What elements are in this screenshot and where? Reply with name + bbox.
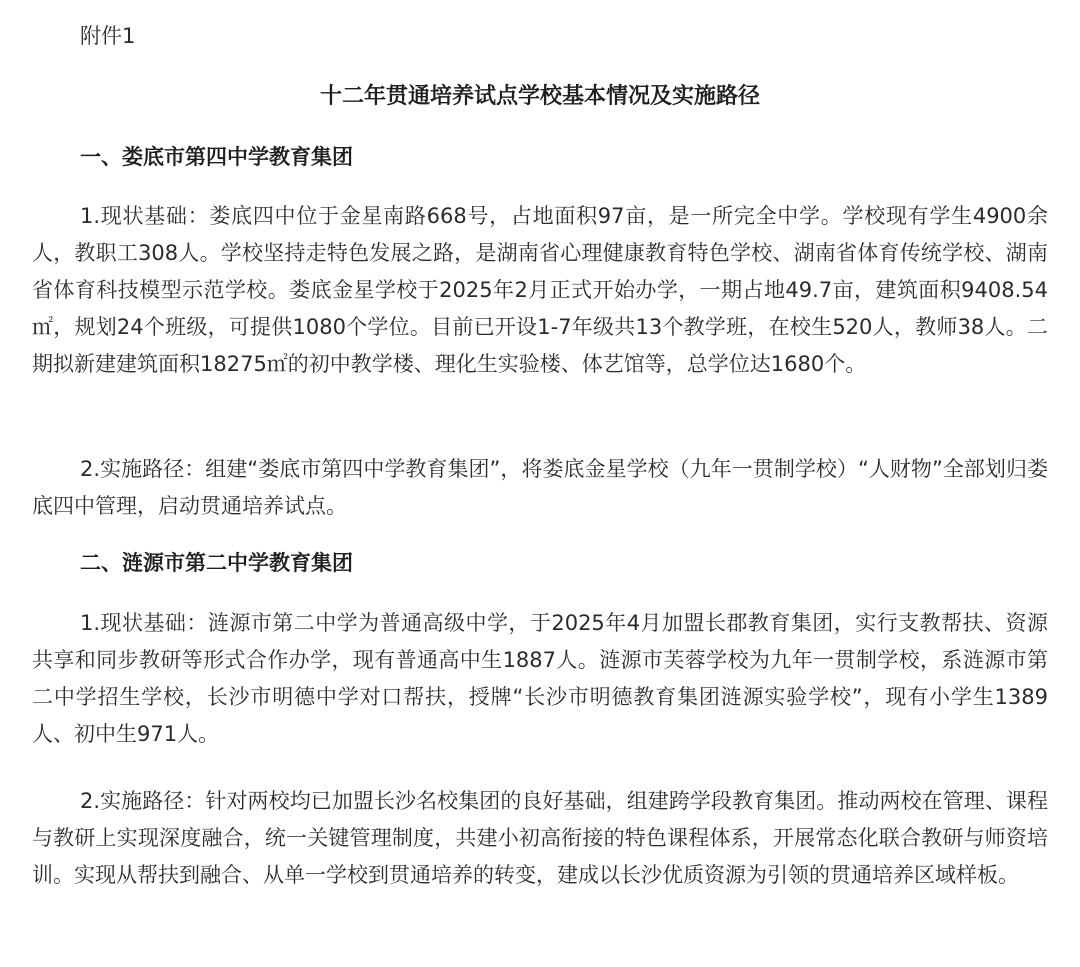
paragraph-current-basis-lianyuan: 1.现状基础：涟源市第二中学为普通高级中学，于2025年4月加盟长郡教育集团，实行支教帮扶、资源共享和同步教研等形式合作办学，现有普通高中生1887人。涟源市芙蓉学校为九年一贯制学校，系涟源市第二中学招生学校，长沙市明德中学对口帮扶，授牌“长沙市明德教育集团涟源实验学校”，现有小学生1389人、初中生971人。 — [32, 611, 1048, 746]
paragraph-current-basis-loudi: 1.现状基础：娄底四中位于金星南路668号，占地面积97亩，是一所完全中学。学校现有学生4900余人，教职工308人。学校坚持走特色发展之路，是湖南省心理健康教育特色学校、湖南省体育传统学校、湖南省体育科技模型示范学校。娄底金星学校于2025年2月正式开始办学，一期占地49.7亩，建筑面积9408.54㎡，规划24个班级，可提供1080个学位。目前已开设1-7年级共13个教学班，在校生520人，教师38人。二期拟新建建筑面积18275㎡的初中教学楼、理化生实验楼、体艺馆等，总学位达1680个。 — [32, 204, 1048, 376]
paragraph-implementation-path-loudi: 2.实施路径：组建“娄底市第四中学教育集团”，将娄底金星学校（九年一贯制学校）“人财物”全部划归娄底四中管理，启动贯通培养试点。 — [32, 457, 1048, 518]
attachment-label: 附件1 — [80, 24, 136, 48]
section-heading-lianyuan-no2: 二、涟源市第二中学教育集团 — [80, 551, 353, 575]
paragraph-implementation-path-lianyuan: 2.实施路径：针对两校均已加盟长沙名校集团的良好基础，组建跨学段教育集团。推动两校在管理、课程与教研上实现深度融合，统一关键管理制度，共建小初高衔接的特色课程体系，开展常态化联合教研与师资培训。实现从帮扶到融合、从单一学校到贯通培养的转变，建成以长沙优质资源为引领的贯通培养区域样板。 — [32, 789, 1048, 887]
section-heading-loudi-no4: 一、娄底市第四中学教育集团 — [80, 145, 353, 169]
document-title: 十二年贯通培养试点学校基本情况及实施路径 — [319, 84, 760, 109]
